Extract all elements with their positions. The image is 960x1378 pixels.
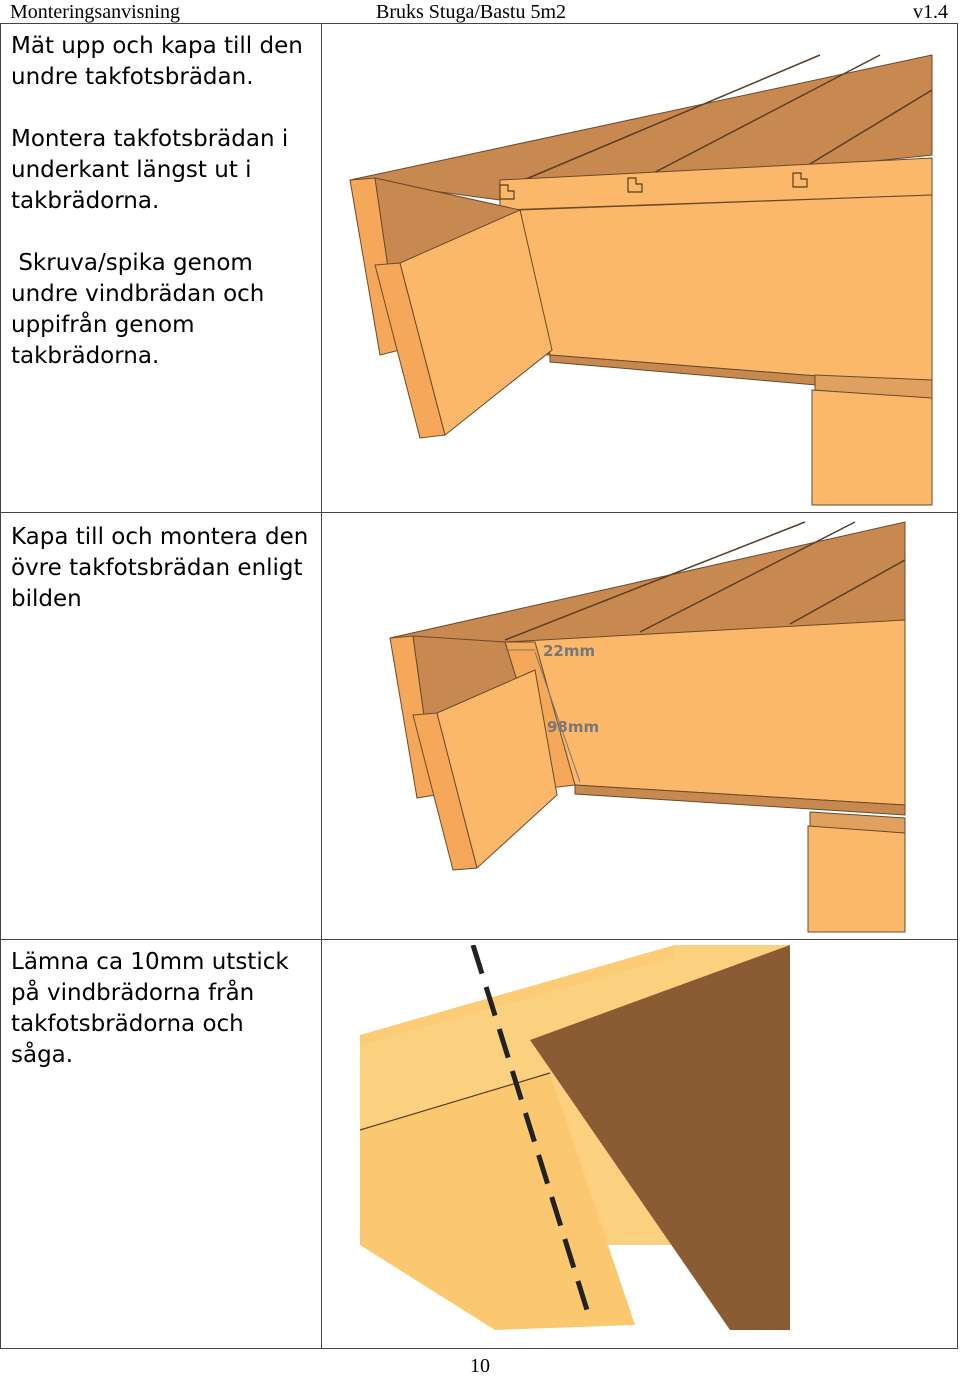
- step-3-illustration: [355, 945, 795, 1335]
- step-1-illustration: [340, 50, 940, 510]
- page-number: 10: [470, 1355, 490, 1377]
- product-name: Bruks Stuga/Bastu 5m2: [376, 1, 567, 23]
- step-3-paragraph-1: Lämna ca 10mm utstick på vindbrädorna från takfotsbrädorna och såga.: [11, 949, 289, 1068]
- page-header: [0, 0, 960, 24]
- version-label: v1.4: [913, 1, 948, 23]
- step-1-paragraph-1: Mät upp och kapa till den undre takfotsbrädan.: [11, 33, 303, 90]
- column-divider: [321, 23, 322, 1349]
- document-title: Monteringsanvisning: [10, 1, 180, 23]
- row-divider: [0, 512, 958, 513]
- dimension-label-98mm: 98mm: [547, 718, 600, 736]
- step-2-paragraph-1: Kapa till och montera den övre takfotsbrädan enligt bilden: [11, 524, 309, 612]
- step-2-illustration: [385, 520, 910, 935]
- dimension-label-22mm: 22mm: [543, 642, 596, 660]
- step-3-instructions: [11, 947, 311, 1071]
- step-1-paragraph-2: Montera takfotsbrädan i underkant längst ut i takbrädorna.: [11, 126, 289, 214]
- step-1-instructions: [11, 31, 311, 372]
- row-divider: [0, 939, 958, 940]
- step-1-paragraph-3: Skruva/spika genom undre vindbrädan och uppifrån genom takbrädorna.: [11, 250, 272, 369]
- step-2-instructions: [11, 522, 311, 615]
